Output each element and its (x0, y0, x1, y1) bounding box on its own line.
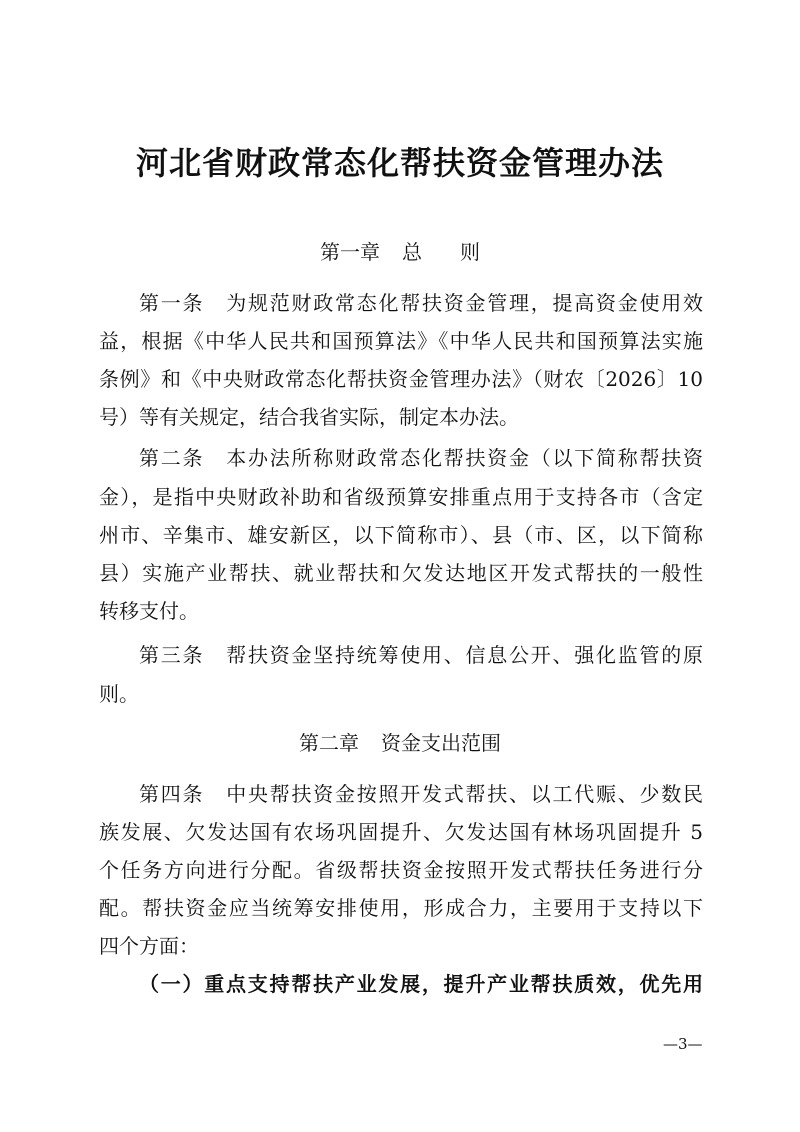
article-2-line-3: 州市、辛集市、雄安新区，以下简称市）、县（市、区，以下简称 (99, 523, 703, 547)
article-3-line-1 (139, 640, 703, 670)
article-1-label: 第一条 (139, 291, 205, 315)
article-1-line-1 (139, 288, 703, 318)
article-4-label: 第四条 (139, 782, 205, 806)
article-2-label: 第二条 (139, 446, 205, 470)
document-title: 河北省财政常态化帮扶资金管理办法 (135, 144, 664, 182)
article-1-line-2: 益，根据《中华人民共和国预算法》《中华人民共和国预算法实施 (99, 329, 703, 353)
page-number: —3— (663, 1035, 703, 1053)
article-2-line-2: 金），是指中央财政补助和省级预算安排重点用于支持各市（含定 (99, 485, 703, 509)
article-1-line-3: 条例》和《中央财政常态化帮扶资金管理办法》（财农〔2026〕10 (99, 367, 703, 391)
article-4-text: 中央帮扶资金按照开发式帮扶、以工代赈、少数民 (226, 782, 703, 806)
article-2-text: 本办法所称财政常态化帮扶资金（以下简称帮扶资 (226, 446, 703, 470)
article-2-line-1 (139, 443, 703, 473)
chapter-2-name: 资金支出范围 (381, 731, 501, 755)
article-4-line-5: 四个方面： (99, 934, 199, 958)
article-4-line-1 (139, 779, 703, 809)
item-1-heading: （一）重点支持帮扶产业发展，提升产业帮扶质效，优先用 (139, 972, 703, 996)
article-3-line-2: 则。 (99, 682, 139, 706)
article-1-line-4: 号）等有关规定，结合我省实际，制定本办法。 (99, 405, 519, 429)
chapter-2-number: 第二章 (299, 731, 359, 755)
article-4-line-3: 个任务方向进行分配。省级帮扶资金按照开发式帮扶任务进行分 (99, 858, 703, 882)
chapter-1-name: 总则 (402, 240, 518, 264)
article-4-line-2: 族发展、欠发达国有农场巩固提升、欠发达国有林场巩固提升 5 (99, 820, 703, 844)
article-4-line-4: 配。帮扶资金应当统筹安排使用，形成合力，主要用于支持以下 (99, 896, 703, 920)
article-3-text: 帮扶资金坚持统筹使用、信息公开、强化监管的原 (226, 643, 703, 667)
article-3-label: 第三条 (139, 643, 205, 667)
article-2-line-5: 转移支付。 (99, 599, 199, 623)
chapter-2-heading (0, 728, 800, 758)
article-1-text: 为规范财政常态化帮扶资金管理，提高资金使用效 (226, 291, 703, 315)
article-2-line-4: 县）实施产业帮扶、就业帮扶和欠发达地区开发式帮扶的一般性 (99, 561, 703, 585)
chapter-1-number: 第一章 (320, 240, 380, 264)
chapter-1-heading (0, 237, 800, 267)
